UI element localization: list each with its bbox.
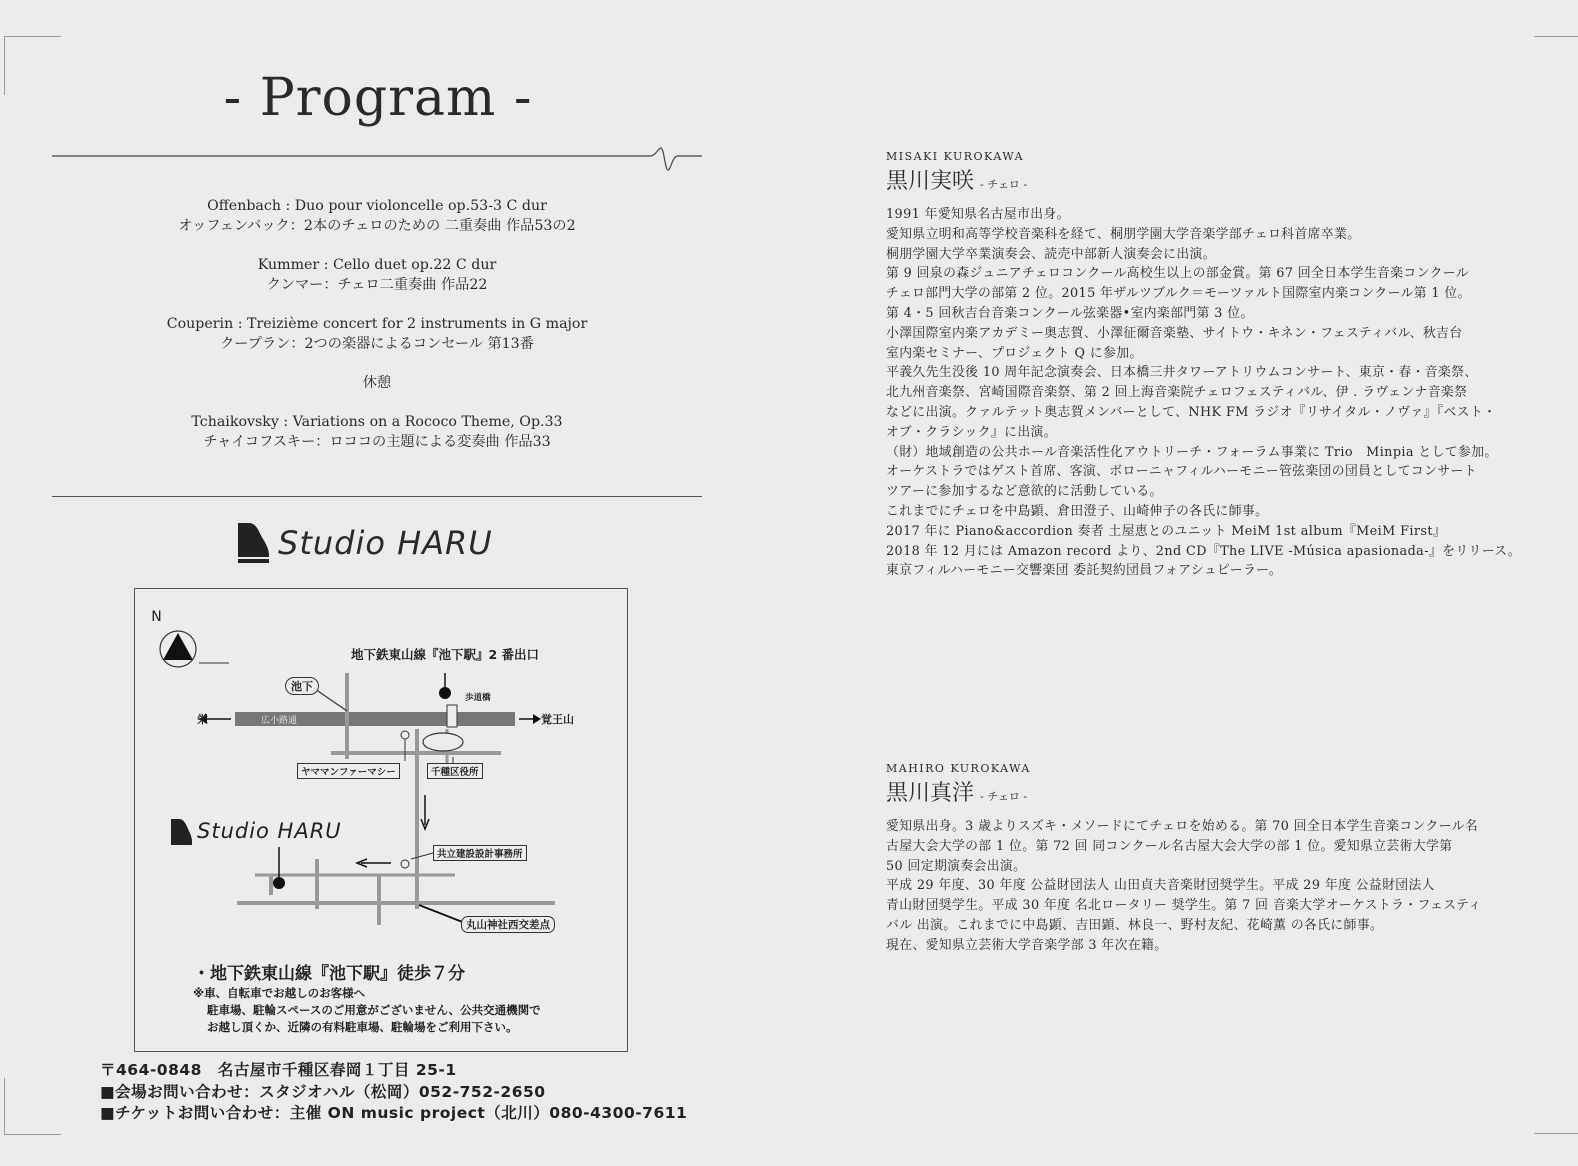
performer-bio-text [886,817,1516,956]
intermission-label: 休憩 [362,375,392,391]
bio-line: これまでにチェロを中島顕、倉田澄子、山崎伸子の各氏に師事。 [886,503,1269,519]
bio-line: 室内楽セミナー、プロジェクト Q に参加。 [886,345,1143,361]
program-piece [52,412,702,452]
bio-line: 2017 年に Piano&accordion 奏者 土屋恵とのユニット MeiM 1st album『MeiM First』 [886,523,1447,539]
crop-mark-top-right [1534,36,1578,38]
bio-line: 現在、愛知県立芸術大学音楽学部 3 年次在籍。 [886,937,1168,953]
venue-address: 〒464-0848 名古屋市千種区春岡１丁目 25-1 [100,1061,457,1079]
contact-info [100,1060,687,1125]
map-sakae-label: 栄 [197,713,208,726]
performer-bio-text [886,205,1522,581]
north-label: N [151,609,162,625]
bio-line: バル 出演。これまでに中島顕、吉田顕、林良一、野村友紀、花崎薫 の各氏に師事。 [886,917,1384,933]
piece-title-ja: チャイコフスキー：ロココの主題による変奏曲 作品33 [203,434,551,450]
bio-line: 東京フィルハーモニー交響楽団 委託契約団員フォアシュピーラー。 [886,563,1283,579]
bio-line: 平成 29 年度、30 年度 公益財団法人 山田貞夫音楽財団奨学生。平成 29 年度 公益財団法人 [886,878,1435,894]
performer-name-en: MISAKI KUROKAWA [886,150,1025,163]
access-note-line: ※車、自転車でお越しのお客様へ [193,986,366,1000]
bio-line: 第 4・5 回秋吉台音楽コンクール弦楽器•室内楽部門第 3 位。 [886,305,1254,321]
map-studio-label: Studio HARU [197,819,342,843]
studio-logo-text: Studio HARU [278,524,493,562]
program-piece [52,196,702,236]
bio-line: 古屋大会大学の部 1 位。第 72 回 同コンクール名古屋大会大学の部 1 位。愛知県立芸術大学第 [886,838,1453,854]
bio-line: 愛知県立明和高等学校音楽科を経て、桐朋学園大学音楽学部チェロ科首席卒業。 [886,226,1361,242]
map-kakuozan-label: 覚王山 [541,713,574,726]
program-rule-wave [52,140,702,180]
bio-line: 桐朋学園大学卒業演奏会、読売中部新人演奏会に出演。 [886,246,1216,262]
bio-line: 北九州音楽祭、宮崎国際音楽祭、第 2 回上海音楽院チェロフェスティバル、伊 . ラヴェンナ音楽祭 [886,385,1468,401]
venue-inquiry: ■会場お問い合わせ：スタジオハル（松岡）052-752-2650 [100,1082,546,1101]
station-exit-marker [439,687,451,699]
map-piano-icon [171,819,192,845]
performer-name-en: MAHIRO KUROKAWA [886,762,1031,775]
section-divider [52,496,702,497]
bio-line: 50 回定期演奏会出演。 [886,858,1027,874]
performer-role: - チェロ - [980,790,1028,803]
program-piece [52,255,702,295]
north-arrow [163,633,193,660]
bio-line: オーケストラではゲスト首席、客演、ボローニャフィルハーモニー管弦楽団の団員としてコンサート [886,464,1477,480]
bio-line: （財）地域創造の公共ホール音楽活性化アウトリーチ・フォーラム事業に Trio Minpia として参加。 [886,444,1498,460]
access-map [134,588,628,1052]
studio-logo [232,519,532,569]
map-office-label: 共立建設設計事務所 [433,845,527,861]
bio-line: 第 9 回泉の森ジュニアチェロコンクール高校生以上の部金賞。第 67 回全日本学生音楽コンクール [886,266,1469,282]
performer-bio [886,150,1522,581]
program-piece [52,314,702,354]
piece-title-ja: クープラン：2つの楽器によるコンセール 第13番 [220,336,534,352]
map-pharmacy-label: ヤママンファーマシー [297,763,400,779]
map-ward-office-label: 千種区役所 [427,763,483,779]
access-note-line: 駐車場、駐輪スペースのご用意がございません、公共交通機関で [207,1003,541,1017]
performer-name-ja: 黒川真洋 [886,781,975,806]
bio-line: 1991 年愛知県名古屋市出身。 [886,207,1070,222]
bio-line: チェロ部門大学の部第 2 位。2015 年ザルツブルク＝モーツァルト国際室内楽コンクール第 1 位。 [886,286,1471,302]
piece-title-en: Offenbach : Duo pour violoncelle op.53-3 C dur [207,198,547,214]
bio-line: などに出演。クァルテット奥志賀メンバーとして、NHK FM ラジオ『リサイタル・ノヴァ』『ベスト・ [886,404,1497,420]
piece-title-en: Kummer : Cello duet op.22 C dur [257,257,497,273]
map-road-label: 広小路通 [261,716,298,726]
map-intersection-label: 丸山神社西交差点 [461,916,555,933]
bio-line: 2018 年 12 月には Amazon record より、2nd CD『The LIVE -Música apasionada-』をリリース。 [886,543,1522,559]
bio-line: 愛知県出身。3 歳よりスズキ・メソードにてチェロを始める。第 70 回全日本学生音楽コンクール名 [886,819,1479,834]
map-ikeshita-label: 池下 [285,677,319,695]
program-title: - Program - [223,68,533,128]
performer-role: - チェロ - [980,178,1028,191]
piece-title-ja: クンマー：チェロ二重奏曲 作品22 [266,277,488,293]
bio-line: 青山財団奨学生。平成 30 年度 名北ロータリー 奨学生。第 7 回 音楽大学オーケストラ・フェスティ [886,898,1482,914]
bio-line: 平義久先生没後 10 周年記念演奏会、日本橋三井タワーアトリウムコンサート、東京・春・音楽祭、 [886,365,1478,381]
piano-icon [235,521,271,565]
bio-line: オブ・クラシック』に出演。 [886,424,1057,440]
crop-mark-bottom-left [4,1078,61,1135]
access-directions: ・地下鉄東山線『池下駅』徒歩７分 [193,964,465,984]
program-list [52,196,702,471]
bio-line: 小澤国際室内楽アカデミー奥志賀、小澤征爾音楽塾、サイトウ・キネン・フェスティバル、秋吉台 [886,325,1463,341]
piece-title-en: Couperin : Treizième concert for 2 instruments in G major [166,316,588,332]
access-note-line: お越し頂くか、近隣の有料駐車場、駐輪場をご利用下さい。 [207,1020,518,1034]
access-note [193,985,541,1036]
piece-title-ja: オッフェンバック：2本のチェロのための 二重奏曲 作品53の2 [178,218,576,234]
piece-title-en: Tchaikovsky : Variations on a Rococo Theme, Op.33 [191,414,563,430]
map-exit-label: 地下鉄東山線『池下駅』2 番出口 [351,647,540,662]
performer-bio [886,762,1516,956]
studio-location-marker [273,877,285,889]
bio-line: ツアーに参加するなど意欲的に活動している。 [886,484,1163,500]
ticket-inquiry: ■チケットお問い合わせ：主催 ON music project（北川）080-4300-7611 [100,1104,688,1122]
map-bridge-label: 歩道橋 [465,693,491,703]
crop-mark-bottom-right [1534,1133,1578,1135]
performer-name-ja: 黒川実咲 [886,169,975,194]
